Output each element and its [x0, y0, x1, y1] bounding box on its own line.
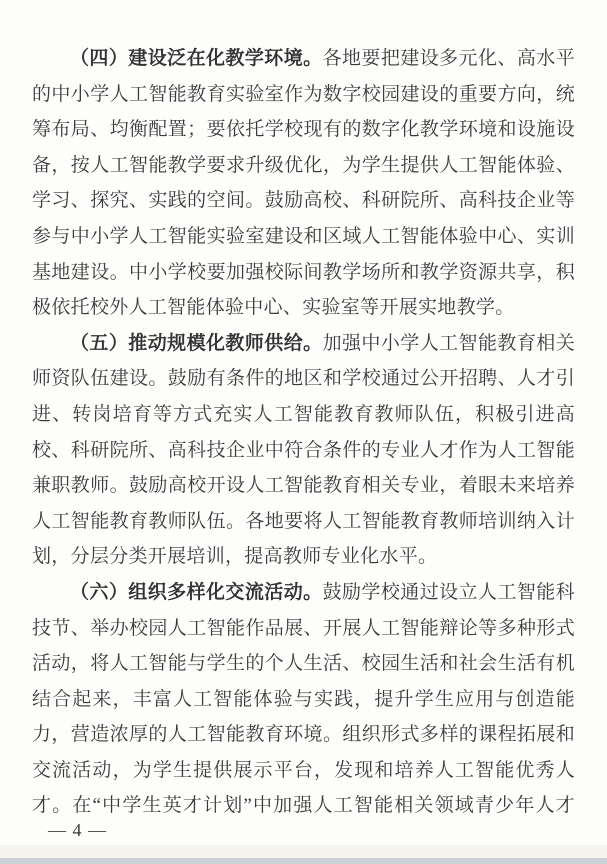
paragraph-heading: （四）建设泛在化教学环境。 [70, 48, 323, 69]
text-line: 的中小学人工智能教育实验室作为数字校园建设的重要方向，统 [32, 83, 575, 105]
text-line: 进、转岗培育等方式充实人工智能教育教师队伍，积极引进高 [32, 403, 575, 425]
text-line: 筹布局、均衡配置；要依托学校现有的数字化教学环境和设施设 [32, 119, 575, 141]
text-line [32, 575, 575, 611]
text-line: 备，按人工智能教学要求升级优化，为学生提供人工智能体验、 [32, 154, 575, 176]
text-line: 基地建设。中小学校要加强校际间教学场所和教学资源共享，积 [32, 261, 575, 283]
text-line: 人工智能教育教师队伍。各地要将人工智能教育教师培训纳入计 [32, 510, 575, 532]
text-line [32, 41, 575, 77]
scan-page-edge-highlight [0, 845, 607, 858]
text-line: 交流活动，为学生提供展示平台，发现和培养人工智能优秀人 [32, 759, 575, 781]
text-line: 学习、探究、实践的空间。鼓励高校、科研院所、高科技企业等 [32, 190, 575, 212]
text-line: 参与中小学人工智能实验室建设和区域人工智能体验中心、实训 [32, 225, 575, 247]
scan-page-edge-shadow [0, 858, 607, 864]
text-line-rest: 各地要把建设多元化、高水平 [322, 48, 575, 69]
text-line [32, 326, 575, 362]
paragraph-heading: （五）推动规模化教师供给。 [70, 332, 323, 354]
document-body [32, 41, 575, 824]
paragraph-heading: （六）组织多样化交流活动。 [70, 581, 323, 603]
text-line: 师资队伍建设。鼓励有条件的地区和学校通过公开招聘、人才引 [32, 368, 575, 390]
page-number: — 4 — [48, 820, 107, 840]
text-line: 活动，将人工智能与学生的个人生活、校园生活和社会生活有机 [32, 653, 575, 675]
text-line: 力，营造浓厚的人工智能教育环境。组织形式多样的课程拓展和 [32, 724, 575, 746]
text-line: 兼职教师。鼓励高校开设人工智能教育相关专业，着眼未来培养 [32, 475, 575, 497]
text-line: 极依托校外人工智能体验中心、实验室等开展实地教学。 [32, 297, 515, 319]
text-line: 结合起来，丰富人工智能体验与实践，提升学生应用与创造能 [32, 688, 575, 710]
text-line: 才。在“中学生英才计划”中加强人工智能相关领域青少年人才 [32, 795, 575, 817]
text-line-rest: 加强中小学人工智能教育相关 [322, 332, 575, 354]
text-line: 校、科研院所、高科技企业中符合条件的专业人才作为人工智能 [32, 439, 575, 461]
text-line: 技节、举办校园人工智能作品展、开展人工智能辩论等多种形式 [32, 617, 575, 639]
text-line-rest: 鼓励学校通过设立人工智能科 [322, 581, 575, 603]
text-line: 划，分层分类开展培训，提高教师专业化水平。 [32, 546, 438, 568]
